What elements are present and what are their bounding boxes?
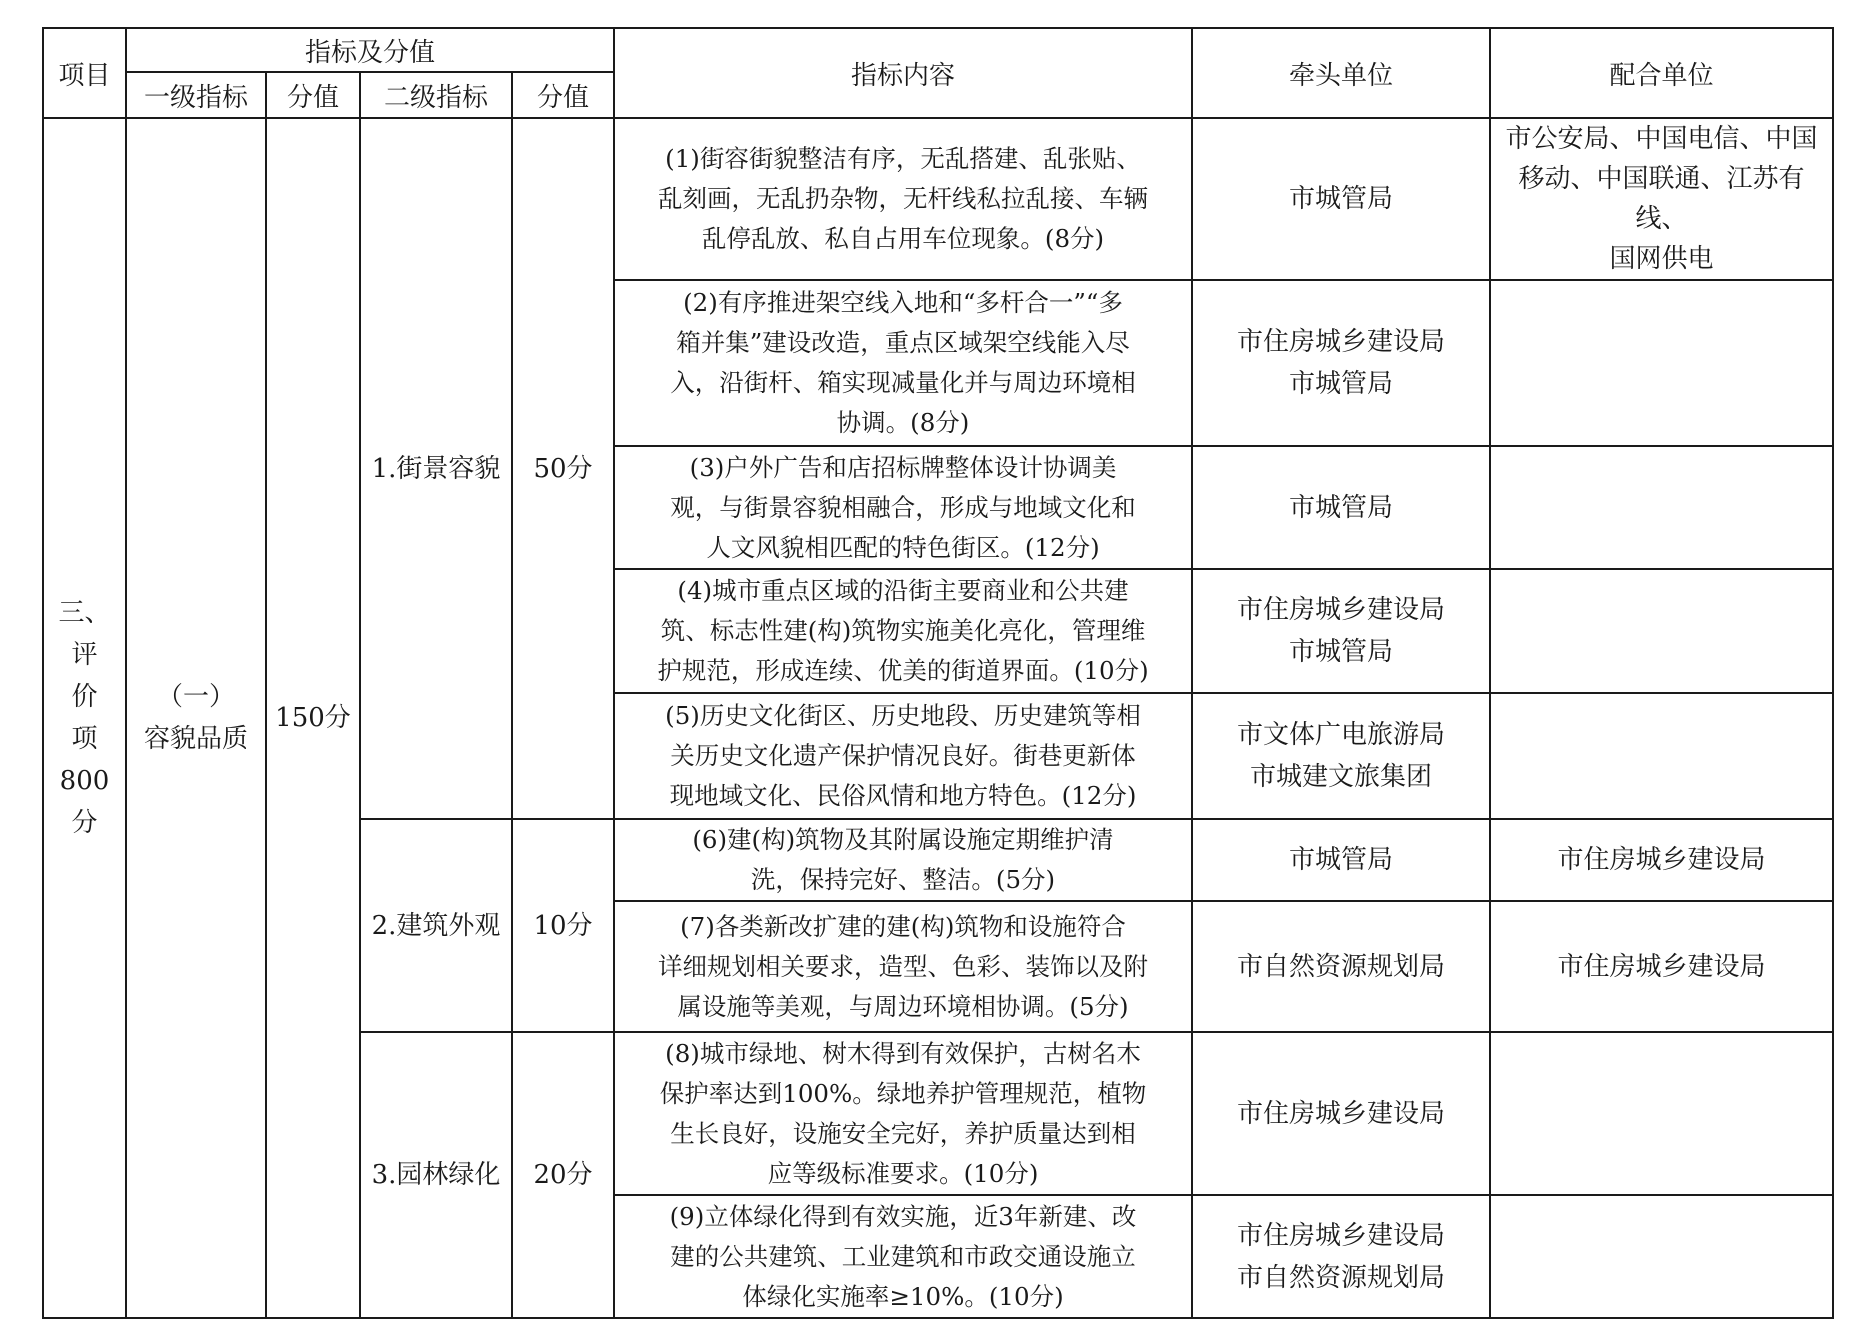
coop-cell: [1490, 819, 1833, 901]
content-line: (3)户外广告和店招标牌整体设计协调美: [689, 452, 1117, 482]
table-row: [43, 118, 1833, 280]
level1-score: 150分: [266, 118, 360, 1318]
level1-line: 容貌品质: [143, 724, 248, 754]
lead-line: 市文体广电旅游局: [1237, 720, 1446, 750]
header-level1: 一级指标: [126, 72, 266, 118]
content-line: 生长良好，设施安全完好，养护质量达到相: [670, 1118, 1136, 1148]
lead-cell: [1192, 569, 1490, 693]
content-line: (5)历史文化街区、历史地段、历史建筑等相: [665, 701, 1141, 730]
content-line: (9)立体绿化得到有效实施，近3年新建、改: [669, 1201, 1137, 1231]
project-line: 评: [71, 640, 98, 670]
coop-line: 市住房城乡建设局: [1557, 845, 1766, 875]
project-line: 800分: [59, 766, 110, 838]
lead-cell: [1192, 693, 1490, 819]
level2-label: 2.建筑外观: [360, 819, 512, 1032]
content-line: 乱停乱放、私自占用车位现象。(8分): [701, 224, 1105, 253]
header-coop: 配合单位: [1490, 28, 1833, 118]
header-score2: 分值: [512, 72, 614, 118]
lead-line: 市城管局: [1289, 369, 1394, 399]
lead-cell: [1192, 118, 1490, 280]
coop-line: 市公安局、中国电信、中国: [1505, 124, 1818, 154]
level1-cell: [126, 118, 266, 1318]
lead-line: 市城管局: [1289, 637, 1394, 667]
content-line: 箱并集”建设改造，重点区域架空线能入尽: [676, 328, 1130, 357]
content-line: 洗，保持完好、整洁。(5分): [750, 865, 1056, 894]
lead-line: 市城管局: [1289, 845, 1394, 875]
header-indicator-group: 指标及分值: [126, 28, 614, 72]
content-line: (8)城市绿地、树木得到有效保护，古树名木: [665, 1038, 1141, 1068]
content-line: (2)有序推进架空线入地和“多杆合一”“多: [683, 288, 1123, 317]
content-line: 现地域文化、民俗风情和地方特色。(12分): [669, 781, 1137, 810]
lead-cell: [1192, 1032, 1490, 1195]
level2-score: 10分: [512, 819, 614, 1032]
header-level2: 二级指标: [360, 72, 512, 118]
lead-line: 市自然资源规划局: [1237, 1262, 1446, 1293]
level2-label: 3.园林绿化: [360, 1032, 512, 1318]
content-line: 关历史文化遗产保护情况良好。街巷更新体: [670, 741, 1136, 770]
content-line: 入，沿街杆、箱实现减量化并与周边环境相: [670, 368, 1136, 397]
content-cell: [614, 693, 1192, 819]
lead-cell: [1192, 280, 1490, 446]
lead-cell: [1192, 446, 1490, 569]
header-lead: 牵头单位: [1192, 28, 1490, 118]
content-line: 筑、标志性建(构)筑物实施美化亮化，管理维: [660, 616, 1146, 645]
coop-cell: [1490, 280, 1833, 446]
content-line: 应等级标准要求。(10分): [767, 1158, 1039, 1188]
header-score1: 分值: [266, 72, 360, 118]
lead-cell: [1192, 901, 1490, 1032]
content-line: 乱刻画，无乱扔杂物，无杆线私拉乱接、车辆: [658, 184, 1149, 213]
coop-line: 市住房城乡建设局: [1557, 951, 1766, 982]
content-cell: [614, 446, 1192, 569]
content-cell: [614, 280, 1192, 446]
content-cell: [614, 1032, 1192, 1195]
project-cell: [43, 118, 126, 1318]
coop-cell: [1490, 901, 1833, 1032]
content-line: 保护率达到100%。绿地养护管理规范，植物: [659, 1078, 1147, 1108]
lead-line: 市住房城乡建设局: [1237, 595, 1446, 625]
lead-line: 市城建文旅集团: [1250, 762, 1433, 792]
content-line: 体绿化实施率≥10%。(10分): [742, 1281, 1064, 1311]
content-line: 属设施等美观，与周边环境相协调。(5分): [677, 991, 1129, 1021]
content-line: 建的公共建筑、工业建筑和市政交通设施立: [670, 1241, 1136, 1271]
lead-line: 市住房城乡建设局: [1237, 327, 1446, 357]
content-line: (1)街容街貌整洁有序，无乱搭建、乱张贴、: [665, 144, 1141, 173]
level1-line: （一）: [156, 682, 235, 712]
level2-score: 20分: [512, 1032, 614, 1318]
level2-label: 1.街景容貌: [360, 118, 512, 819]
content-line: 观，与街景容貌相融合，形成与地域文化和: [670, 492, 1136, 522]
header-content: 指标内容: [614, 28, 1192, 118]
content-line: 协调。(8分): [836, 408, 970, 437]
coop-cell: [1490, 446, 1833, 569]
coop-line: 移动、中国联通、江苏有线、: [1518, 164, 1805, 234]
coop-cell: [1490, 693, 1833, 819]
header-row-1: [43, 28, 1833, 72]
coop-cell: [1490, 569, 1833, 693]
content-cell: [614, 819, 1192, 901]
project-line: 三、: [58, 598, 111, 628]
content-cell: [614, 118, 1192, 280]
header-project: 项目: [43, 28, 126, 118]
lead-line: 市住房城乡建设局: [1237, 1098, 1446, 1129]
content-cell: [614, 569, 1192, 693]
content-line: (7)各类新改扩建的建(构)筑物和设施符合: [680, 911, 1126, 941]
content-line: (4)城市重点区域的沿街主要商业和公共建: [677, 576, 1129, 605]
project-line: 价: [71, 682, 98, 712]
content-line: 护规范，形成连续、优美的街道界面。(10分): [657, 656, 1149, 685]
content-line: (6)建(构)筑物及其附属设施定期维护清: [692, 825, 1114, 854]
lead-line: 市自然资源规划局: [1237, 951, 1446, 982]
coop-cell: [1490, 1032, 1833, 1195]
content-line: 详细规划相关要求，造型、色彩、装饰以及附: [658, 951, 1149, 981]
coop-cell: [1490, 118, 1833, 280]
lead-cell: [1192, 819, 1490, 901]
lead-line: 市城管局: [1289, 184, 1394, 214]
indicator-table: [42, 27, 1834, 1319]
content-cell: [614, 901, 1192, 1032]
lead-line: 市城管局: [1289, 492, 1394, 523]
level2-score: 50分: [512, 118, 614, 819]
project-line: 项: [71, 724, 98, 754]
content-line: 人文风貌相匹配的特色街区。(12分): [706, 532, 1100, 562]
lead-line: 市住房城乡建设局: [1237, 1220, 1446, 1251]
coop-line: 国网供电: [1609, 244, 1714, 274]
